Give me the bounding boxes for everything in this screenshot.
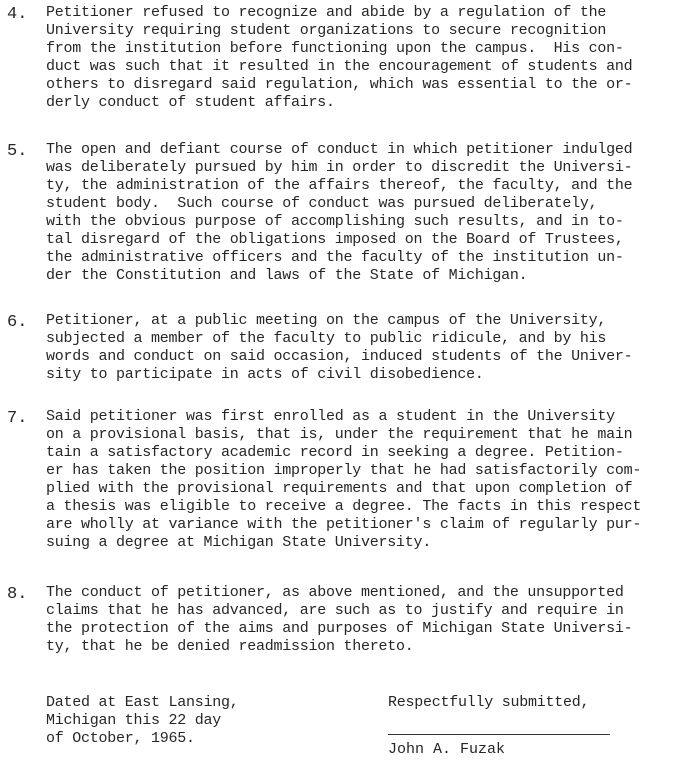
paragraph-line: others to disregard said regulation, which was essential to the or- [46,76,633,93]
paragraph-line: claims that he has advanced, are such as to justify and require in [46,602,624,619]
paragraph-line: plied with the provisional requirements and that upon completion of [46,480,633,497]
paragraph-line: der the Constitution and laws of the State of Michigan. [46,267,528,284]
paragraph-line: the protection of the aims and purposes of Michigan State Universi- [46,620,633,637]
paragraph-line: with the obvious purpose of accomplishing such results, and in to- [46,213,624,230]
paragraph-number: 6. [7,313,28,332]
paragraph-line: er has taken the position improperly that he had satisfactorily com- [46,462,642,479]
paragraph-line: suing a degree at Michigan State University. [46,534,432,551]
paragraph-line: sity to participate in acts of civil disobedience. [46,366,484,383]
paragraph-line: on a provisional basis, that is, under the requirement that he main [46,426,633,443]
dated-line: of October, 1965. [46,730,195,747]
signature-line [388,734,610,735]
paragraph-number: 5. [7,142,28,161]
paragraph-line: Petitioner refused to recognize and abide by a regulation of the [46,4,607,21]
paragraph-number: 4. [7,5,28,24]
paragraph-line: was deliberately pursued by him in order to discredit the Universi- [46,159,633,176]
paragraph-line: ty, the administration of the affairs thereof, the faculty, and the [46,177,633,194]
paragraph-line: student body. Such course of conduct was pursued deliberately, [46,195,598,212]
closing-text: Respectfully submitted, [388,694,590,711]
paragraph-line: from the institution before functioning upon the campus. His con- [46,40,624,57]
paragraph-line: tal disregard of the obligations imposed on the Board of Trustees, [46,231,624,248]
paragraph-line: University requiring student organizations to secure recognition [46,22,607,39]
paragraph-line: The conduct of petitioner, as above mentioned, and the unsupported [46,584,624,601]
paragraph-line: a thesis was eligible to receive a degree. The facts in this respect [46,498,642,515]
paragraph-line: the administrative officers and the faculty of the institution un- [46,249,624,266]
paragraph-line: are wholly at variance with the petitioner's claim of regularly pur- [46,516,642,533]
signatory-name: John A. Fuzak [388,741,506,758]
paragraph-line: derly conduct of student affairs. [46,94,335,111]
paragraph-line: The open and defiant course of conduct in which petitioner indulged [46,141,633,158]
closing-block [388,694,589,712]
dated-block [46,694,239,748]
dated-line: Dated at East Lansing, [46,694,239,711]
paragraph-line: Petitioner, at a public meeting on the campus of the University, [46,312,607,329]
paragraph-line: ty, that he be denied readmission thereto. [46,638,414,655]
paragraph-number: 8. [7,585,28,604]
paragraph-line: tain a satisfactory academic record in seeking a degree. Petition- [46,444,624,461]
paragraph-line: subjected a member of the faculty to public ridicule, and by his [46,330,607,347]
paragraph-line: words and conduct on said occasion, induced students of the Univer- [46,348,633,365]
paragraph-number: 7. [7,409,28,428]
paragraph-line: duct was such that it resulted in the encouragement of students and [46,58,633,75]
paragraph-line: Said petitioner was first enrolled as a student in the University [46,408,615,425]
dated-line: Michigan this 22 day [46,712,222,729]
